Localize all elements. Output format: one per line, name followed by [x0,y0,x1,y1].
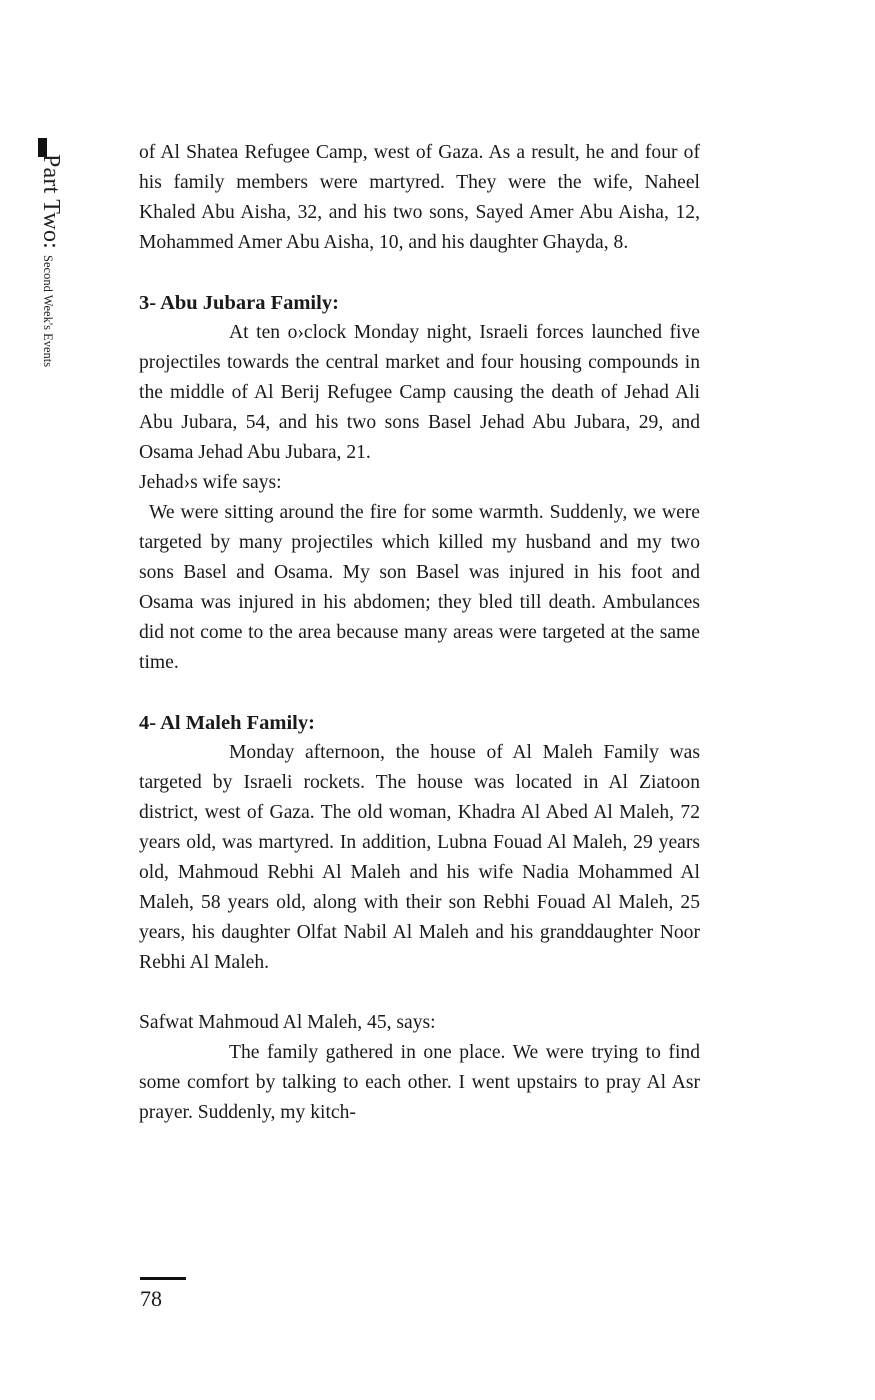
heading-abu-jubara-family: 3- Abu Jubara Family: [139,292,339,314]
running-head-text [37,154,64,367]
paragraph-continued: of Al Shatea Refugee Camp, west of Gaza. As a result, he and four of his family members were martyred. They were the wife, Naheel Khaled Abu Aisha, 32, and his two sons, Sayed Amer Abu Aisha, 12, Mohammed Amer Abu Aisha, 10, and his daughter Ghayda, 8. [139,142,700,253]
page-body [139,138,700,1128]
paragraph-speaker-intro: Jehad›s wife says: [139,472,282,493]
page-number-rule [140,1277,186,1280]
running-head [34,138,70,438]
heading-al-maleh-family: 4- Al Maleh Family: [139,712,315,734]
paragraph-al-maleh-account: Monday afternoon, the house of Al Maleh Family was targeted by Israeli rockets. The house was located in Al Ziatoon district, west of Gaza. The old woman, Khadra Al Abed Al Maleh, 72 years old, was martyred. In addition, Lubna Fouad Al Maleh, 29 years old, Mahmoud Rebhi Al Maleh and his wife Nadia Mohammed Al Maleh, 58 years old, along with their son Rebhi Fouad Al Maleh, 25 years, his daughter Olfat Nabil Al Maleh and his granddaughter Noor Rebhi Al Maleh. [139,742,700,973]
paragraph-speaker-intro-safwat: Safwat Mahmoud Al Maleh, 45, says: [139,1012,436,1033]
paragraph-abu-jubara-account: At ten o›clock Monday night, Israeli forces launched five projectiles towards the central market and four housing compounds in the middle of Al Berij Refugee Camp causing the death of Jehad Ali Abu Jubara, 54, and his two sons Basel Jehad Abu Jubara, 29, and Osama Jehad Abu Jubara, 21. [139,322,700,463]
paragraph-safwat-testimony: The family gathered in one place. We were trying to find some comfort by talking to each other. I went upstairs to pray Al Asr prayer. Suddenly, my kitch- [139,1042,700,1123]
section-title: Second Week's Events [41,255,55,368]
part-title: Part Two: [38,154,64,250]
page-number: 78 [140,1286,162,1311]
paragraph-wife-testimony: We were sitting around the fire for some warmth. Suddenly, we were targeted by many projectiles which killed my husband and my two sons Basel and Osama. My son Basel was injured in his foot and Osama was injured in his abdomen; they bled till death. Ambulances did not come to the area because many areas were targeted at the same time. [139,502,700,673]
